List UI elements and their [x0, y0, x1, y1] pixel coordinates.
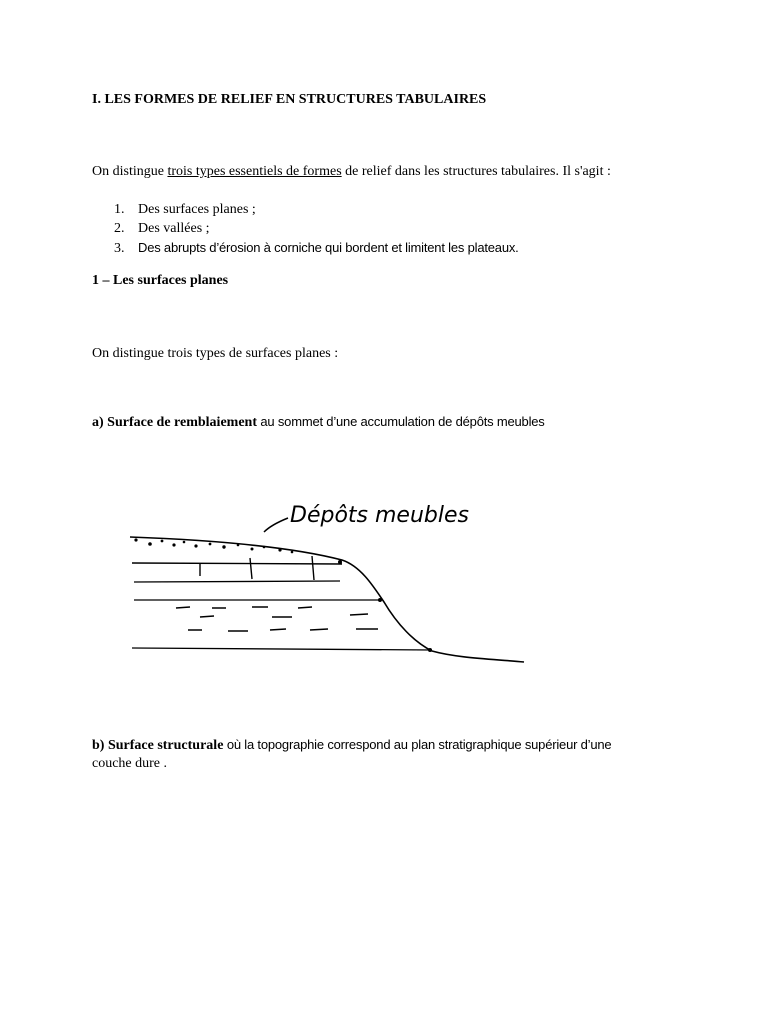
- list-item-number: 1.: [114, 202, 125, 217]
- remblaiement-sketch: [92, 484, 576, 680]
- list-item: [92, 219, 519, 238]
- annotation-label: Dépôts meubles: [290, 503, 469, 528]
- intro-text-before: On distingue: [92, 164, 168, 179]
- deposit-base-line: [132, 563, 342, 564]
- list-item-text: Des abrupts d’érosion à corniche qui bordent et limitent les plateaux.: [138, 240, 519, 255]
- list-item-number: 3.: [114, 241, 125, 256]
- strata-line-base: [132, 648, 432, 650]
- item-a-label: a) Surface de remblaiement: [92, 415, 257, 430]
- list-item-text: Des surfaces planes ;: [138, 202, 256, 217]
- item-b-label: b) Surface structurale: [92, 738, 224, 753]
- deposit-dots: [134, 538, 432, 652]
- strata-dashes: [176, 607, 378, 631]
- item-b-text-line1: où la topographie correspond au plan stratigraphique supérieur d’une: [223, 737, 612, 752]
- intro-text-after: de relief dans les structures tabulaires. Il s'agit :: [341, 164, 611, 179]
- document-heading: I. LES FORMES DE RELIEF EN STRUCTURES TABULAIRES: [92, 92, 487, 107]
- section-1-intro: On distingue trois types de surfaces planes :: [92, 346, 339, 361]
- intro-text-underlined: trois types essentiels de formes: [167, 164, 342, 179]
- list-item-number: 2.: [114, 221, 125, 236]
- list-item-text: Des vallées ;: [138, 221, 210, 236]
- section-1-title: 1 – Les surfaces planes: [92, 273, 229, 288]
- list-item: [92, 238, 519, 257]
- strata-line-2: [134, 581, 340, 582]
- intro-paragraph: [92, 164, 611, 180]
- list-item: [92, 200, 519, 219]
- annotation-leader: [264, 518, 288, 532]
- item-b-paragraph: [92, 737, 611, 754]
- item-b-line2: couche dure .: [92, 756, 168, 771]
- item-a-paragraph: [92, 414, 545, 431]
- sketch-drawing: [92, 484, 576, 680]
- types-list: [92, 200, 519, 257]
- item-a-text: au sommet d’une accumulation de dépôts meubles: [256, 414, 545, 429]
